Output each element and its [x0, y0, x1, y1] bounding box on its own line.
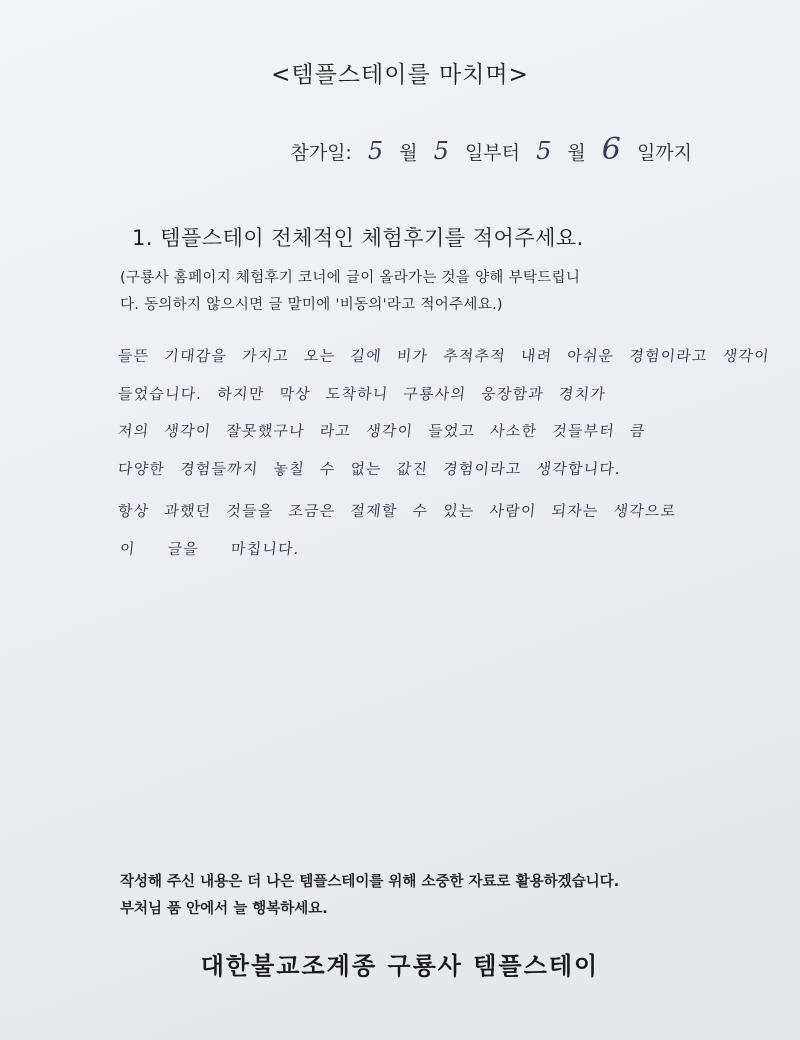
answer-line-1: 들뜬 기대감을 가지고 오는 길에 비가 추적추적 내려 아쉬운 경험이라고 생각이	[117, 347, 771, 365]
until-word: 일까지	[636, 142, 692, 164]
consent-note-line-2: 다. 동의하지 않으시면 글 말미에 '비동의'라고 적어주세요.)	[120, 297, 503, 313]
consent-note-line-1: (구룡사 홈페이지 체험후기 코너에 글이 올라가는 것을 양해 부탁드립니	[120, 270, 581, 286]
end-month-word: 월	[567, 142, 586, 164]
organization-name: 대한불교조계종 구룡사 템플스테이	[200, 952, 600, 980]
question-heading: 1. 템플스테이 전체적인 체험후기를 적어주세요.	[132, 226, 584, 250]
dates-label: 참가일:	[290, 142, 352, 164]
start-day-value: 5	[433, 137, 449, 165]
footer-note-line-1: 작성해 주신 내용은 더 나은 템플스테이를 위해 소중한 자료로 활용하겠습니다.	[120, 874, 620, 890]
end-month-value: 5	[536, 137, 552, 165]
answer-line-3: 저의 생각이 잘못했구나 라고 생각이 들었고 사소한 것들부터 큼	[117, 422, 647, 440]
footer-note-line-2: 부처님 품 안에서 늘 행복하세요.	[120, 901, 328, 917]
end-day-value: 6	[601, 132, 621, 167]
month-word: 월	[399, 142, 418, 164]
page-title: <템플스테이를 마치며>	[271, 62, 529, 88]
participation-dates	[290, 132, 692, 167]
from-word: 일부터	[464, 142, 521, 164]
answer-line-4: 다양한 경험들까지 놓칠 수 없는 값진 경험이라고 생각합니다.	[117, 460, 622, 478]
answer-line-2: 들었습니다. 하지만 막상 도착하니 구룡사의 웅장함과 경치가	[117, 385, 607, 403]
answer-line-6: 이 글을 마칩니다.	[119, 540, 301, 558]
start-month-value: 5	[367, 137, 384, 165]
answer-line-5: 항상 과했던 것들을 조금은 절제할 수 있는 사람이 되자는 생각으로	[117, 502, 678, 520]
